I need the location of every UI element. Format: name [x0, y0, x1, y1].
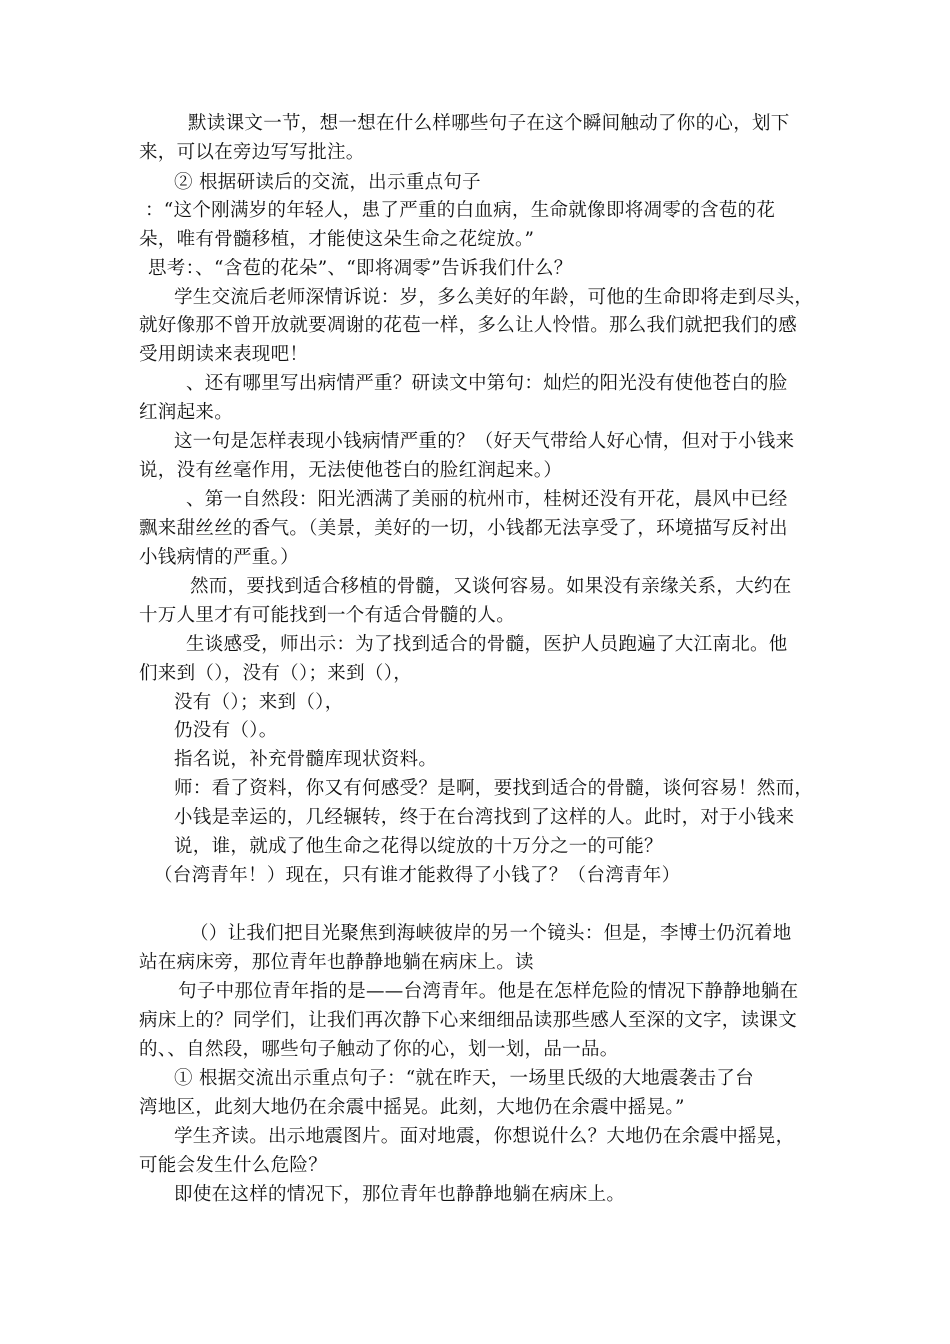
text-line: 朵，唯有骨髓移植，才能使这朵生命之花绽放。”	[139, 229, 535, 250]
text-line: 受用朗读来表现吧！	[139, 344, 309, 365]
text-line: ① 根据交流出示重点句子：“就在昨天，一场里氏级的大地震袭击了台	[174, 1068, 754, 1089]
text-line: 师：看了资料，你又有何感受？是啊，要找到适合的骨髓，谈何容易！然而，	[174, 778, 814, 799]
text-line: 没有（）；来到（），	[174, 692, 344, 713]
text-line: 站在病床旁，那位青年也静静地躺在病床上。读	[139, 952, 534, 973]
text-line: ：“这个刚满岁的年轻人，患了严重的白血病，生命就像即将凋零的含苞的花	[145, 200, 776, 221]
text-line: 这一句是怎样表现小钱病情严重的？（好天气带给人好心情，但对于小钱来	[174, 431, 795, 452]
text-line: 、还有哪里写出病情严重？研读文中第句：灿烂的阳光没有使他苍白的脸	[186, 373, 788, 394]
text-line: 指名说，补充骨髓库现状资料。	[174, 749, 438, 770]
text-line: 小钱是幸运的，几经辗转，终于在台湾找到了这样的人。此时，对于小钱来	[174, 807, 795, 828]
text-line: 们来到（），没有（）；来到（），	[139, 663, 413, 684]
text-line: 来，可以在旁边写写批注。	[139, 142, 365, 163]
text-line: 即使在这样的情况下，那位青年也静静地躺在病床上。	[174, 1184, 626, 1205]
text-line: 说，没有丝毫作用，无法使他苍白的脸红润起来。）	[139, 460, 563, 481]
text-line: 仍没有（）。	[174, 720, 278, 741]
text-line: 可能会发生什么危险？	[139, 1155, 328, 1176]
text-line: 飘来甜丝丝的香气。（美景，美好的一切，小钱都无法享受了，环境描写反衬出	[139, 518, 788, 539]
text-line: 学生齐读。出示地震图片。面对地震，你想说什么？大地仍在余震中摇晃，	[174, 1126, 795, 1147]
text-line: 默读课文一节，想一想在什么样哪些句子在这个瞬间触动了你的心，划下	[188, 113, 790, 134]
text-line: 句子中那位青年指的是——台湾青年。他是在怎样危险的情况下静静地躺在	[178, 981, 799, 1002]
text-line: 学生交流后老师深情诉说：岁，多么美好的年龄，可他的生命即将走到尽头，	[174, 287, 814, 308]
text-line: 十万人里才有可能找到一个有适合骨髓的人。	[139, 605, 516, 626]
text-line: ② 根据研读后的交流，出示重点句子	[174, 172, 481, 193]
text-line: 生谈感受，师出示：为了找到适合的骨髓，医护人员跑遍了大江南北。他	[186, 634, 788, 655]
text-line: 说，谁，就成了他生命之花得以绽放的十万分之一的可能？	[174, 836, 663, 857]
text-line: 湾地区，此刻大地仍在余震中摇晃。此刻，大地仍在余震中摇晃。”	[139, 1097, 685, 1118]
text-line: 、第一自然段：阳光洒满了美丽的杭州市，桂树还没有开花，晨风中已经	[186, 489, 788, 510]
text-line: 就好像那不曾开放就要凋谢的花苞一样，多么让人怜惜。那么我们就把我们的感	[139, 315, 798, 336]
text-line: 红润起来。	[139, 402, 234, 423]
text-line: 的、、自然段，哪些句子触动了你的心，划一划，品一品。	[139, 1039, 619, 1060]
text-line: 小钱病情的严重。）	[139, 547, 299, 568]
text-line: （台湾青年！）现在，只有谁才能救得了小钱了？（台湾青年）	[154, 865, 681, 886]
text-line: 然而，要找到适合移植的骨髓，又谈何容易。如果没有亲缘关系，大约在	[190, 576, 792, 597]
text-line: 思考：、“含苞的花朵”、“即将凋零”告诉我们什么？	[148, 258, 573, 279]
text-line: （）让我们把目光聚焦到海峡彼岸的另一个镜头：但是，李博士仍沉着地	[190, 923, 792, 944]
text-line: 病床上的？同学们，让我们再次静下心来细细品读那些感人至深的文字，读课文	[139, 1010, 798, 1031]
